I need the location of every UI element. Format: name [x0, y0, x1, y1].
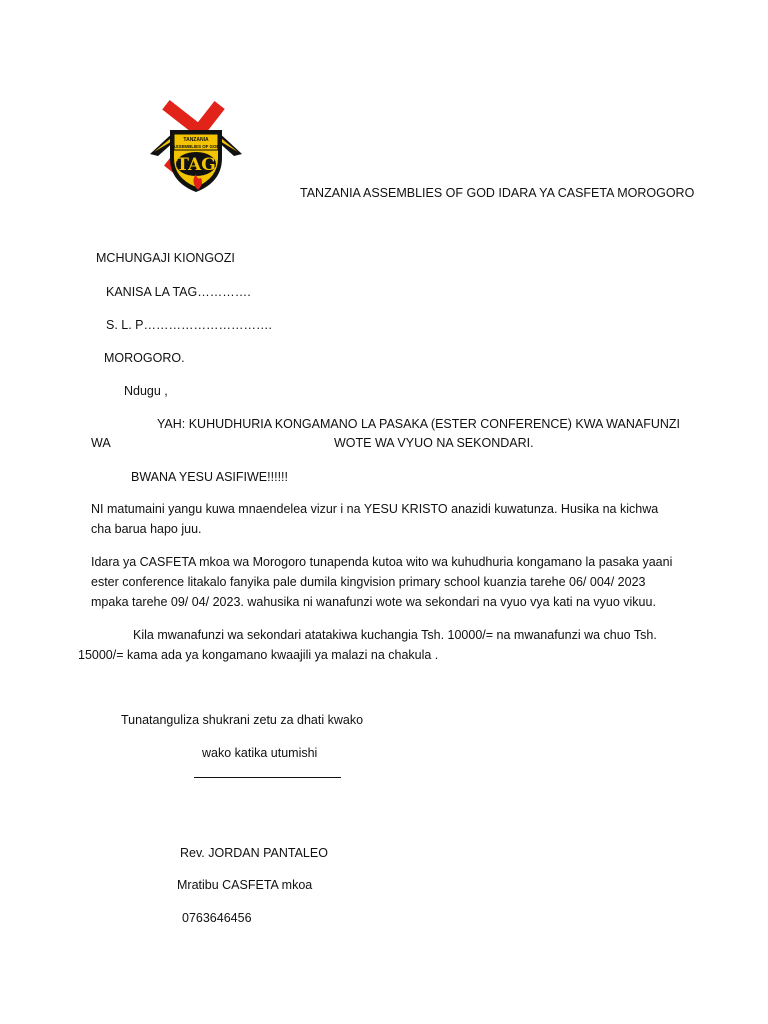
letterhead-title: TANZANIA ASSEMBLIES OF GOD IDARA YA CASFETA MOROGORO	[300, 186, 695, 200]
address-line-1: MCHUNGAJI KIONGOZI	[96, 251, 235, 265]
address-line-3: S. L. P………………………….	[106, 318, 272, 332]
subject-line-2: WOTE WA VYUO NA SEKONDARI.	[334, 436, 534, 450]
para2-line-3: mpaka tarehe 09/ 04/ 2023. wahusika ni wanafunzi wote wa sekondari na vyuo vya kati na vyuo vikuu.	[91, 595, 656, 609]
signatory-role: Mratibu CASFETA mkoa	[177, 878, 313, 892]
signatory-phone: 0763646456	[182, 911, 252, 925]
tag-logo	[146, 92, 246, 196]
logo-text-main: TAG	[176, 155, 216, 175]
address-line-2: KANISA LA TAG………….	[106, 285, 251, 299]
subject-line-1: YAH: KUHUDHURIA KONGAMANO LA PASAKA (ESTER CONFERENCE) KWA WANAFUNZI	[157, 417, 680, 431]
para3-line-2: 15000/= kama ada ya kongamano kwaajili ya malazi na chakula .	[78, 648, 439, 662]
subject-wa: WA	[91, 436, 111, 450]
signatory-name: Rev. JORDAN PANTALEO	[180, 846, 328, 860]
para2-line-2: ester conference litakalo fanyika pale dumila kingvision primary school kuanzia tarehe 06/ 004/ 2023	[91, 575, 646, 589]
greeting: BWANA YESU ASIFIWE!!!!!!	[131, 470, 288, 484]
address-line-4: MOROGORO.	[104, 351, 185, 365]
para1-line-1: NI matumaini yangu kuwa mnaendelea vizur i na YESU KRISTO anazidi kuwatunza. Husika na kichwa	[91, 502, 659, 516]
para3-line-1: Kila mwanafunzi wa sekondari atatakiwa kuchangia Tsh. 10000/= na mwanafunzi wa chuo Tsh.	[133, 628, 657, 642]
logo-text-top: TANZANIA	[183, 137, 209, 143]
para1-line-2: cha barua hapo juu.	[91, 522, 202, 536]
logo-text-mid: ASSEMBLIES OF GOD	[172, 144, 220, 149]
closing-service: wako katika utumishi	[202, 746, 318, 760]
closing-thanks: Tunatanguliza shukrani zetu za dhati kwako	[121, 713, 364, 727]
para2-line-1: Idara ya CASFETA mkoa wa Morogoro tunapenda kutoa wito wa kuhudhuria kongamano la pasaka yaani	[91, 555, 673, 569]
signature-line	[194, 777, 341, 778]
salutation: Ndugu ,	[124, 384, 168, 398]
